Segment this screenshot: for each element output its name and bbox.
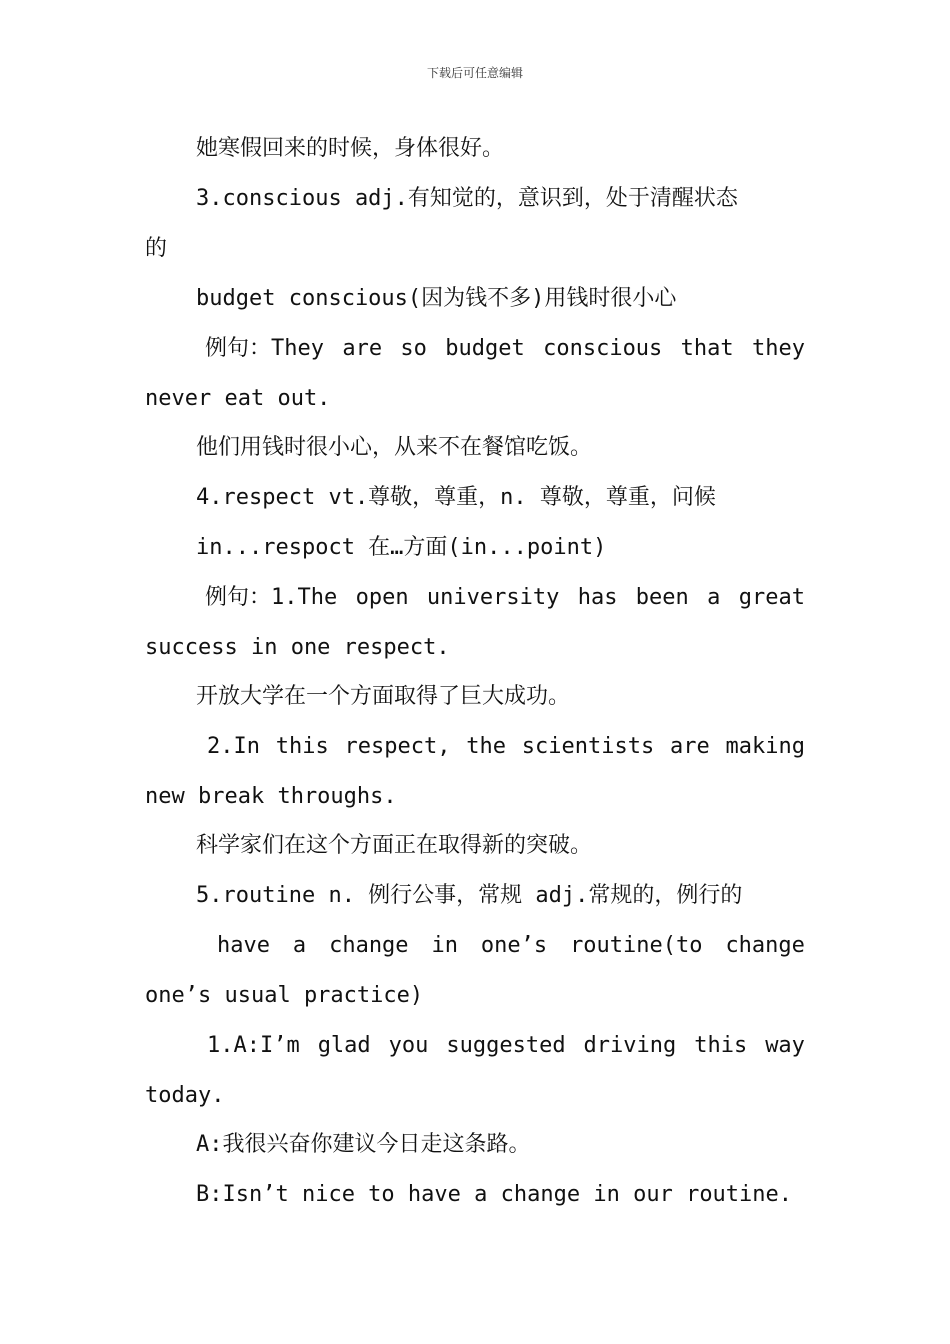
text-line: today. xyxy=(145,1083,225,1108)
justified-line xyxy=(205,583,805,613)
text-line: one’s usual practice) xyxy=(145,983,424,1008)
word: have xyxy=(217,933,270,958)
text-line: in...respoct 在…方面(in...point) xyxy=(196,535,607,560)
word: glad xyxy=(317,1033,371,1058)
word: scientists xyxy=(521,734,655,759)
word: in xyxy=(431,933,458,958)
word: suggested xyxy=(446,1033,566,1058)
text-line: 科学家们在这个方面正在取得新的突破。 xyxy=(196,833,593,858)
word: one’s xyxy=(480,933,548,958)
word: they xyxy=(751,336,805,361)
text-line: 他们用钱时很小心，从来不在餐馆吃饭。 xyxy=(196,435,593,460)
justified-line xyxy=(207,732,805,762)
word: a xyxy=(292,933,307,958)
page-header-note: 下载后可任意编辑 xyxy=(426,66,523,80)
word: 1.A:I’m xyxy=(207,1033,300,1058)
text-line: 3.conscious adj.有知觉的，意识到，处于清醒状态 xyxy=(196,186,738,211)
text-line: 5.routine n. 例行公事，常规 adj.常规的，例行的 xyxy=(196,883,743,908)
word: routine(to xyxy=(570,933,703,958)
word: way xyxy=(765,1033,805,1058)
justified-line xyxy=(217,931,805,961)
text-line: success in one respect. xyxy=(145,635,450,660)
word: respect, xyxy=(344,734,451,759)
word: open xyxy=(355,585,409,610)
word: this xyxy=(275,734,329,759)
text-line: 4.respect vt.尊敬，尊重，n. 尊敬，尊重，问候 xyxy=(196,485,716,510)
justified-line xyxy=(205,334,805,364)
word: budget xyxy=(445,336,525,361)
text-line: 开放大学在一个方面取得了巨大成功。 xyxy=(196,684,571,709)
word: conscious xyxy=(543,336,663,361)
justified-line xyxy=(207,1031,805,1061)
word: university xyxy=(426,585,560,610)
text-line: budget conscious(因为钱不多)用钱时很小心 xyxy=(196,286,677,311)
word: 2.In xyxy=(207,734,260,759)
word: this xyxy=(694,1033,748,1058)
word: you xyxy=(388,1033,429,1058)
text-line: B:Isn’t nice to have a change in our routine. xyxy=(196,1182,793,1207)
word: 例句：1.The xyxy=(205,585,338,610)
text-line: never eat out. xyxy=(145,386,331,411)
word: great xyxy=(738,585,805,610)
word: the xyxy=(466,734,506,759)
word: 例句：They xyxy=(205,336,324,361)
text-line: 她寒假回来的时候，身体很好。 xyxy=(196,136,505,161)
text-line: 的 xyxy=(145,236,168,261)
word: that xyxy=(680,336,734,361)
word: change xyxy=(329,933,409,958)
text-line: A:我很兴奋你建议今日走这条路。 xyxy=(196,1132,531,1157)
word: a xyxy=(707,585,721,610)
word: so xyxy=(400,336,427,361)
word: has xyxy=(577,585,618,610)
word: been xyxy=(635,585,689,610)
word: driving xyxy=(583,1033,677,1058)
word: change xyxy=(725,933,805,958)
word: making xyxy=(725,734,805,759)
word: are xyxy=(669,734,710,759)
text-line: new break throughs. xyxy=(145,784,397,809)
word: are xyxy=(342,336,383,361)
